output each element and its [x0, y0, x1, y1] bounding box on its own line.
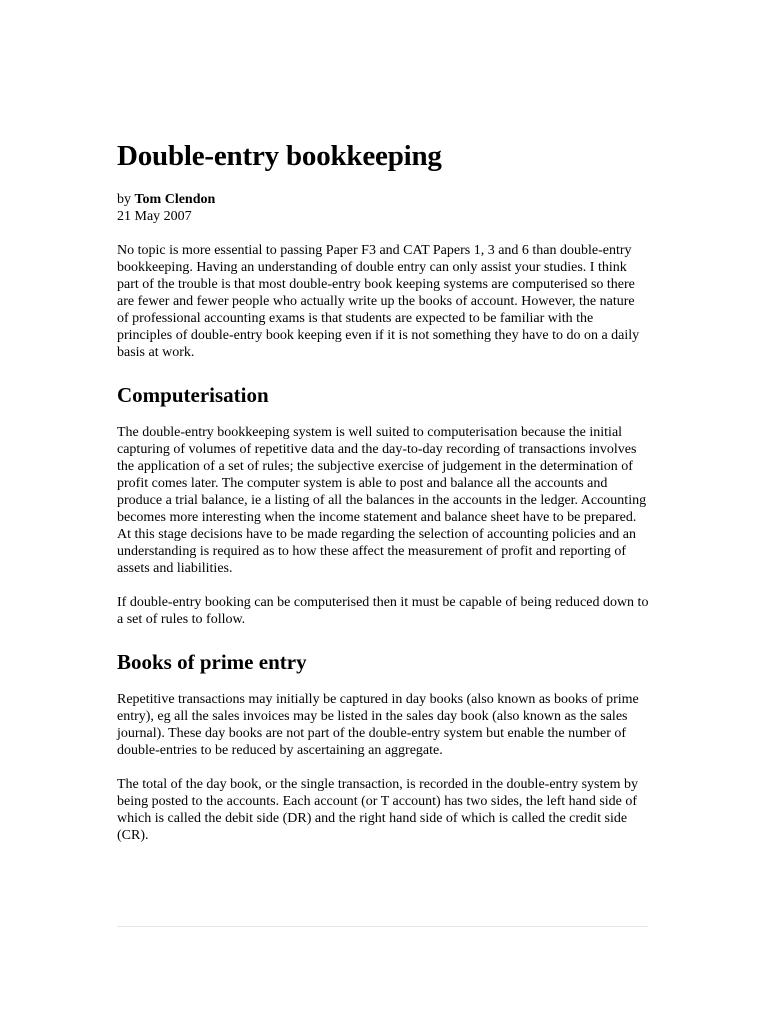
publish-date: 21 May 2007 [117, 209, 192, 224]
page-title: Double-entry bookkeeping [117, 140, 442, 172]
paragraph: If double-entry booking can be computerised then it must be capable of being reduced down to a set of rules to follow. [117, 595, 649, 627]
footer-divider [117, 926, 648, 927]
paragraph: The total of the day book, or the single transaction, is recorded in the double-entry system by being posted to the accounts. Each account (or T account) has two sides, the left hand side of which is called the debit side (DR) and the right hand side of which is called the credit side (CR). [117, 777, 638, 843]
paragraph: The double-entry bookkeeping system is well suited to computerisation because the initial capturing of volumes of repetitive data and the day-to-day recording of transactions involves the application of a set of rules; the subjective exercise of judgement in the determination of profit comes later. The computer system is able to post and balance all the accounts and produce a trial balance, ie a listing of all the balances in the accounts in the ledger. Accounting becomes more interesting when the income statement and balance sheet have to be prepared. At this stage decisions have to be made regarding the selection of accounting policies and an understanding is required as to how these affect the measurement of profit and reporting of assets and liabilities. [117, 425, 647, 576]
author-name: Tom Clendon [134, 192, 216, 207]
article [117, 138, 649, 861]
section-heading-computerisation: Computerisation [117, 383, 269, 407]
byline [117, 191, 649, 208]
byline-prefix: by [117, 192, 131, 207]
paragraph: Repetitive transactions may initially be captured in day books (also known as books of prime entry), eg all the sales invoices may be listed in the sales day book (also known as the sales journal). These day books are not part of the double-entry system but enable the number of double-entries to be reduced by ascertaining an aggregate. [117, 692, 639, 758]
section-heading-books-of-prime-entry: Books of prime entry [117, 650, 307, 674]
intro-paragraph: No topic is more essential to passing Paper F3 and CAT Papers 1, 3 and 6 than double-entry bookkeeping. Having an understanding of double entry can only assist your studies. I think part of the trouble is that most double-entry book keeping systems are computerised so there are fewer and fewer people who actually write up the books of account. However, the nature of professional accounting exams is that students are expected to be familiar with the principles of double-entry book keeping even if it is not something they have to do on a daily basis at work. [117, 243, 640, 360]
